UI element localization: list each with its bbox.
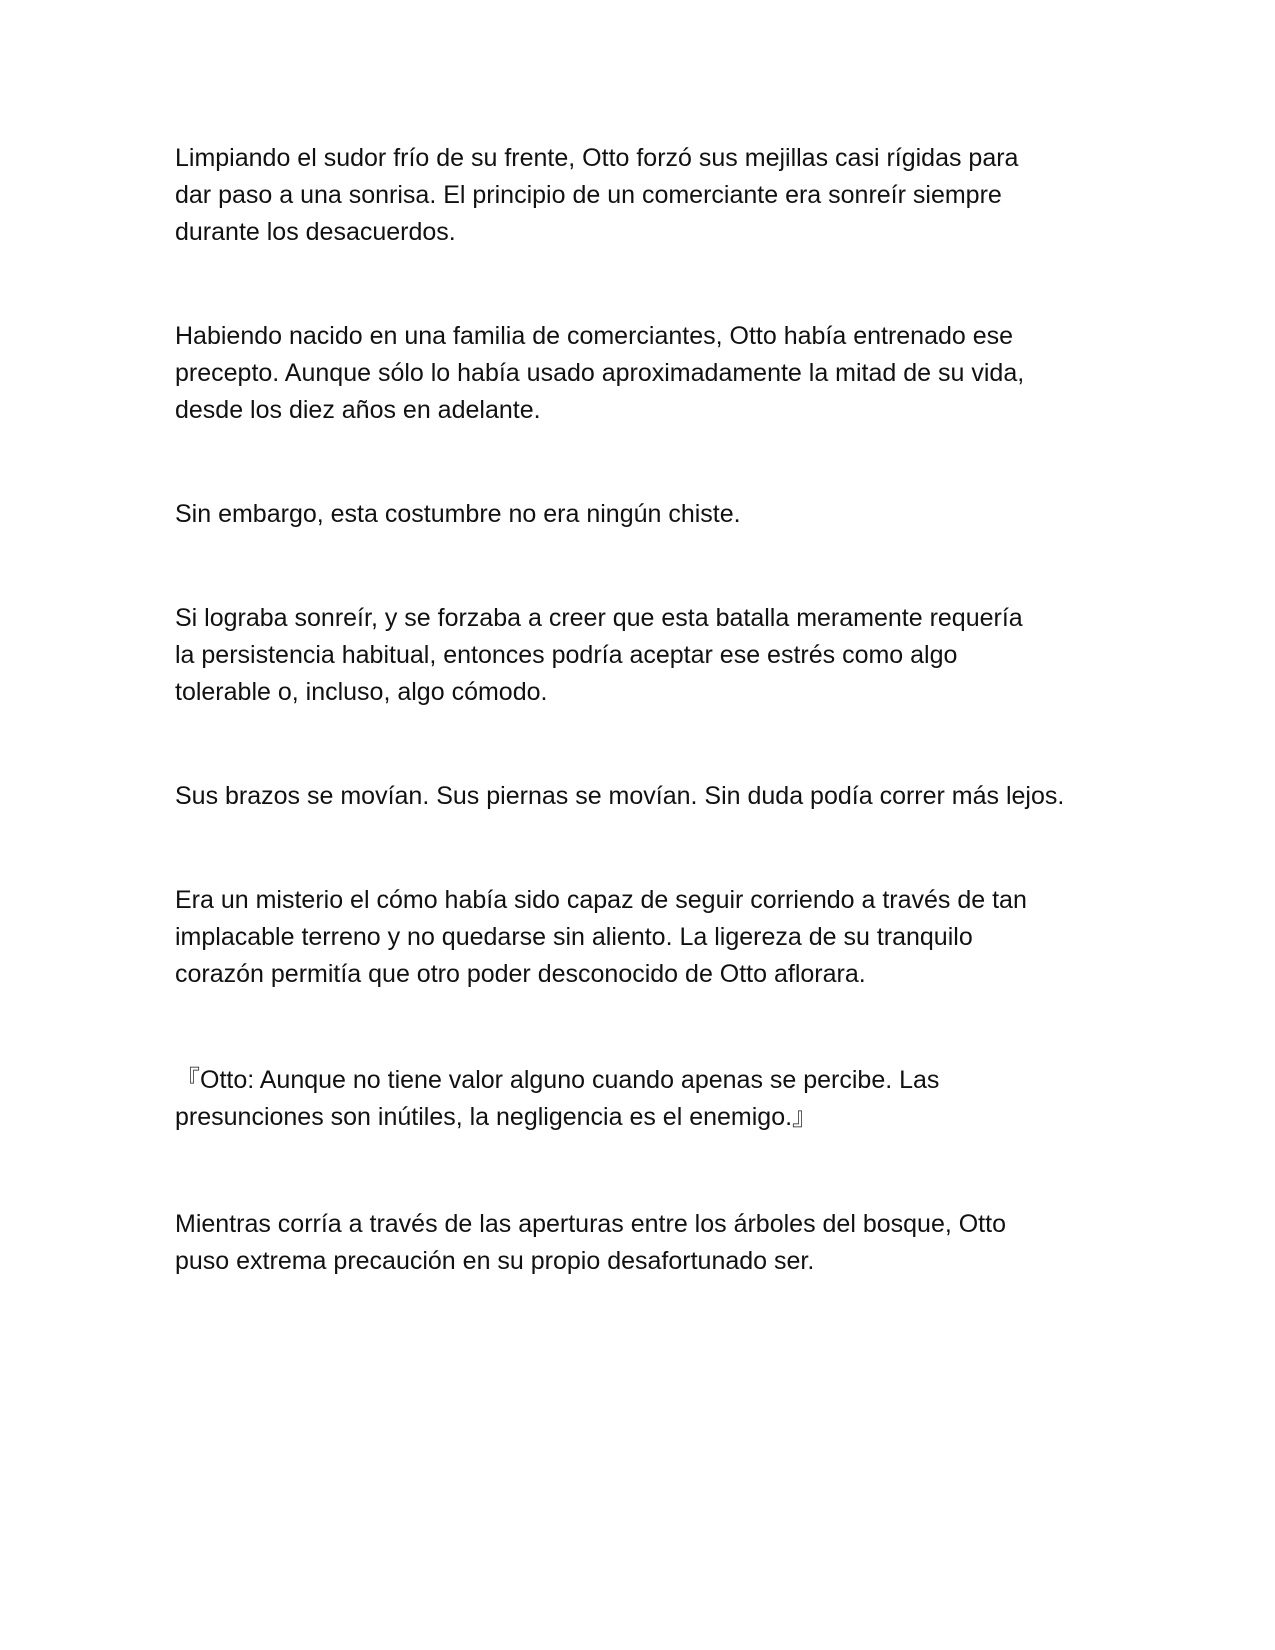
- paragraph-3: [175, 496, 1105, 533]
- paragraph-4: [175, 600, 1105, 711]
- paragraph-1: [175, 140, 1105, 251]
- paragraph-line: desde los diez años en adelante.: [175, 396, 541, 424]
- paragraph-line: la persistencia habitual, entonces podría aceptar ese estrés como algo: [175, 641, 958, 669]
- paragraph-line: Si lograba sonreír, y se forzaba a creer que esta batalla meramente requería: [175, 604, 1023, 632]
- paragraph-line: Mientras corría a través de las aperturas entre los árboles del bosque, Otto: [175, 1210, 1006, 1238]
- paragraph-5: [175, 778, 1105, 815]
- paragraph-2: [175, 318, 1105, 429]
- paragraph-line: Sin embargo, esta costumbre no era ningún chiste.: [175, 500, 741, 528]
- paragraph-line: Era un misterio el cómo había sido capaz de seguir corriendo a través de tan: [175, 886, 1027, 914]
- paragraph-line: Limpiando el sudor frío de su frente, Otto forzó sus mejillas casi rígidas para: [175, 144, 1019, 172]
- paragraph-line: durante los desacuerdos.: [175, 218, 456, 246]
- paragraph-line: presunciones son inútiles, la negligencia es el enemigo.』: [175, 1103, 818, 1131]
- paragraph-line: 『Otto: Aunque no tiene valor alguno cuando apenas se percibe. Las: [175, 1066, 940, 1094]
- paragraph-line: implacable terreno y no quedarse sin aliento. La ligereza de su tranquilo: [175, 923, 973, 951]
- paragraph-line: Sus brazos se movían. Sus piernas se movían. Sin duda podía correr más lejos.: [175, 782, 1065, 810]
- paragraph-7: [175, 1062, 1105, 1136]
- paragraph-line: tolerable o, incluso, algo cómodo.: [175, 678, 548, 706]
- paragraph-8: [175, 1206, 1105, 1280]
- paragraph-line: corazón permitía que otro poder desconocido de Otto aflorara.: [175, 960, 866, 988]
- paragraph-6: [175, 882, 1105, 993]
- paragraph-line: puso extrema precaución en su propio desafortunado ser.: [175, 1247, 815, 1275]
- paragraph-line: dar paso a una sonrisa. El principio de un comerciante era sonreír siempre: [175, 181, 1002, 209]
- paragraph-line: Habiendo nacido en una familia de comerciantes, Otto había entrenado ese: [175, 322, 1014, 350]
- paragraph-line: precepto. Aunque sólo lo había usado aproximadamente la mitad de su vida,: [175, 359, 1025, 387]
